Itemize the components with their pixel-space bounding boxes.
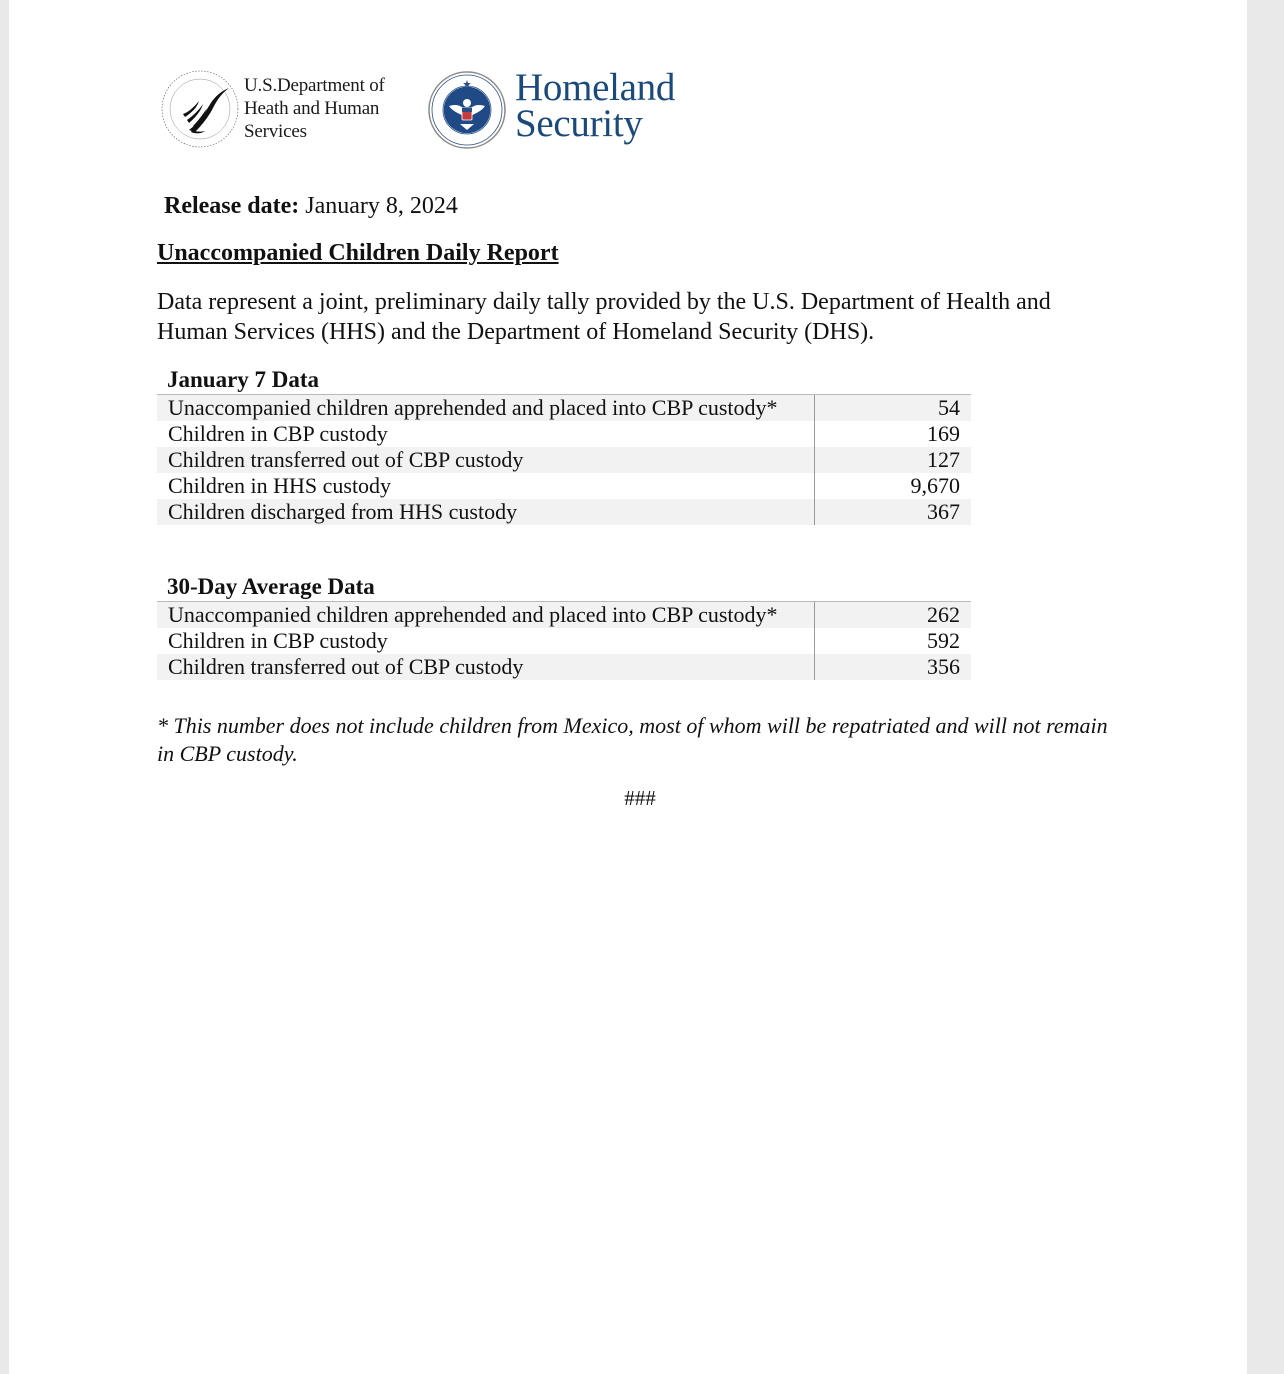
table-title: January 7 Data bbox=[167, 367, 320, 392]
row-label: Unaccompanied children apprehended and placed into CBP custody* bbox=[157, 395, 815, 422]
hhs-logo-line: Heath and Human bbox=[244, 98, 380, 119]
daily-data-table bbox=[157, 394, 971, 525]
document-page bbox=[9, 0, 1247, 1374]
dhs-logo-line: Homeland bbox=[515, 66, 676, 109]
row-value: 169 bbox=[815, 421, 972, 447]
table-row bbox=[157, 499, 971, 525]
release-date bbox=[164, 193, 458, 220]
table-row bbox=[157, 628, 971, 654]
table-row bbox=[157, 395, 971, 422]
row-label: Unaccompanied children apprehended and placed into CBP custody* bbox=[157, 602, 815, 629]
row-label: Children in CBP custody bbox=[168, 628, 388, 653]
table-title: 30-Day Average Data bbox=[167, 574, 375, 599]
row-label: Children discharged from HHS custody bbox=[157, 499, 815, 525]
table-row bbox=[157, 654, 971, 680]
hhs-logo-text bbox=[244, 74, 385, 143]
dhs-logo-line: Security bbox=[515, 102, 643, 145]
row-label: Children transferred out of CBP custody bbox=[157, 447, 815, 473]
row-value: 592 bbox=[815, 628, 972, 654]
hhs-logo-line: Services bbox=[244, 121, 307, 142]
row-value: 127 bbox=[815, 447, 972, 473]
row-value: 54 bbox=[815, 395, 972, 422]
release-date-label: Release date: bbox=[164, 193, 300, 219]
report-title: Unaccompanied Children Daily Report bbox=[157, 240, 559, 266]
table-row bbox=[157, 473, 971, 499]
table-row bbox=[157, 602, 971, 629]
row-label: Children in CBP custody bbox=[168, 421, 388, 446]
row-label: Children transferred out of CBP custody bbox=[157, 654, 815, 680]
row-value: 9,670 bbox=[815, 473, 972, 499]
intro-paragraph: Data represent a joint, preliminary daily tally provided by the U.S. Department of Health and Human Services (HHS) and the Department of Homeland Security (DHS). bbox=[157, 289, 1051, 345]
row-label: Children in HHS custody bbox=[168, 473, 392, 498]
row-value: 356 bbox=[815, 654, 972, 680]
release-date-value: January 8, 2024 bbox=[305, 193, 458, 219]
row-value: 367 bbox=[815, 499, 972, 525]
table-row bbox=[157, 421, 971, 447]
dhs-seal-icon bbox=[427, 70, 507, 150]
hhs-eagle-seal-icon bbox=[159, 68, 241, 150]
table-row bbox=[157, 447, 971, 473]
row-value: 262 bbox=[815, 602, 972, 629]
end-mark: ### bbox=[624, 786, 656, 810]
hhs-logo-line: U.S.Department of bbox=[244, 75, 385, 96]
footnote: * This number does not include children from Mexico, most of whom will be repatriated and will not remain in CBP custody. bbox=[157, 713, 1108, 766]
dhs-logo-text bbox=[515, 66, 676, 145]
average-data-table bbox=[157, 601, 971, 680]
